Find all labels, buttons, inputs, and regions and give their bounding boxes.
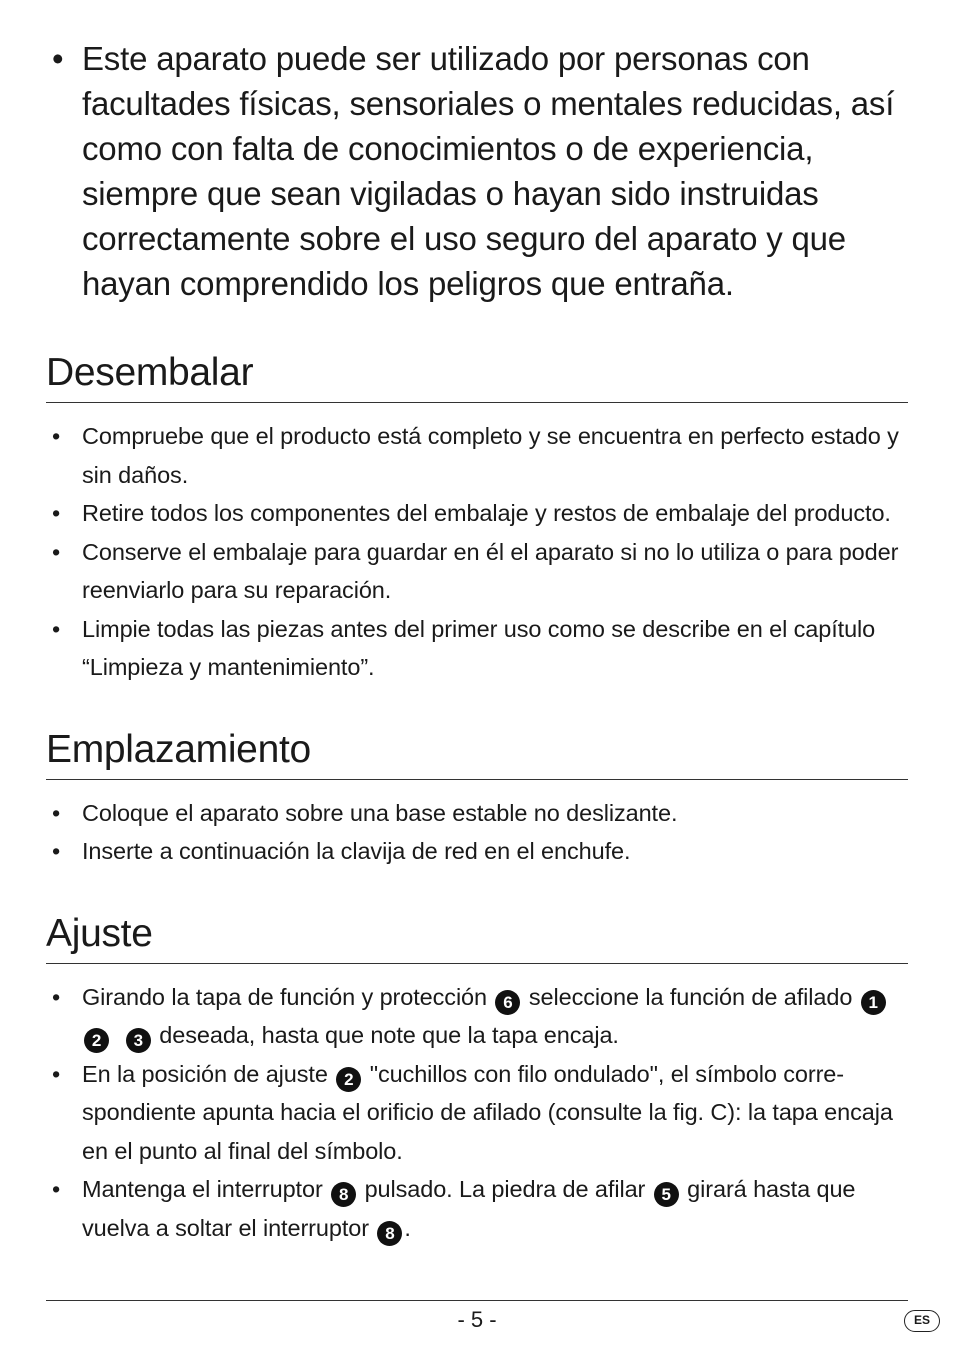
bullet-list <box>46 978 908 1248</box>
bullet-list <box>46 417 908 687</box>
text-run: En la posición de ajuste <box>82 1060 328 1087</box>
text-run: pulsado. La piedra de afilar <box>364 1176 646 1202</box>
list-item: • Coloque el aparato sobre una base estable no deslizante. <box>46 794 908 833</box>
section-heading: Emplazamiento <box>46 727 908 780</box>
list-item: • Retire todos los componentes del embalaje y restos de embalaje del producto. <box>46 494 908 533</box>
text-run: seleccione la función de afilado <box>528 983 853 1010</box>
text-run: Mantenga el interruptor <box>82 1176 323 1202</box>
list-item: • Inserte a continuación la clavija de red en el enchufe. <box>46 832 908 871</box>
list-item <box>46 978 908 1055</box>
text-run: deseada, hasta que note que la tapa encaja. <box>159 1022 619 1048</box>
text-run: Girando la tapa de función y protección <box>82 983 487 1010</box>
list-item: • Compruebe que el producto está completo y se encuentra en perfecto estado y sin daños. <box>46 417 908 494</box>
part-number-badge: 5 <box>654 1182 679 1207</box>
part-number-badge: 8 <box>331 1182 356 1207</box>
language-badge: ES <box>904 1310 940 1332</box>
bullet-list <box>46 794 908 871</box>
section-heading: Desembalar <box>46 350 908 403</box>
section-desembalar <box>46 350 908 687</box>
section-ajuste <box>46 911 908 1248</box>
document-page <box>46 36 908 1247</box>
page-number: - 5 - <box>457 1307 497 1332</box>
intro-list <box>46 36 908 306</box>
section-heading: Ajuste <box>46 911 908 964</box>
footer-divider <box>46 1300 908 1301</box>
part-number-badge: 8 <box>377 1221 402 1246</box>
text-run: . <box>404 1214 411 1241</box>
list-item: • Conserve el embalaje para guardar en él el aparato si no lo utiliza o para poder reenviarlo para su reparación. <box>46 533 908 610</box>
part-number-badge: 2 <box>84 1028 109 1053</box>
list-item <box>46 1170 908 1247</box>
part-number-badge: 3 <box>126 1028 151 1053</box>
part-number-badge: 1 <box>861 990 886 1015</box>
part-number-badge: 2 <box>336 1067 361 1092</box>
list-item <box>46 1055 908 1171</box>
intro-bullet: • Este aparato puede ser utilizado por personas con facultades físicas, sensoriales o mentales reducidas, así como con falta de conocimientos o de experiencia, siempre que sean vigiladas o hayan sido instruidas correctamente sobre el uso seguro del aparato y que hayan comprendido los peligros que entraña. <box>46 36 908 306</box>
text-run: "cuchillos con filo ondulado", el símbolo corre-spondiente apunta hacia el orificio de afilado (consulte la fig. C): la tapa encaja en el punto al final del símbolo. <box>82 1060 893 1164</box>
list-item: • Limpie todas las piezas antes del primer uso como se describe en el capítulo “Limpieza y mantenimiento”. <box>46 610 908 687</box>
section-emplazamiento <box>46 727 908 871</box>
text-run: girará hasta que vuelva a soltar el interruptor <box>82 1176 856 1241</box>
part-number-badge: 6 <box>495 990 520 1015</box>
